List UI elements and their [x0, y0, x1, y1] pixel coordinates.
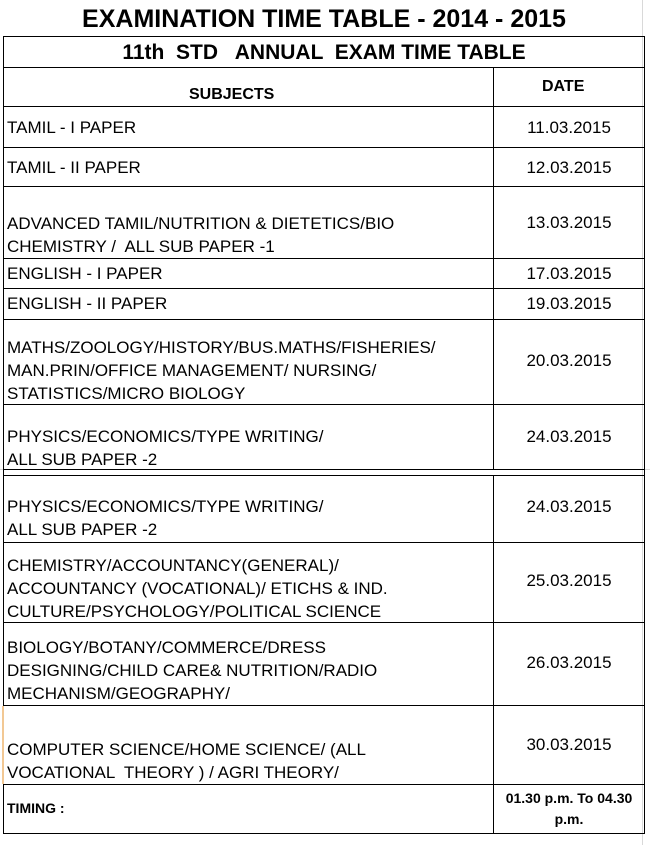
subject-cell: DESIGNING/CHILD CARE& NUTRITION/RADIO: [7, 661, 378, 680]
row-separator: [3, 186, 645, 187]
subject-cell: COMPUTER SCIENCE/HOME SCIENCE/ (ALL: [7, 740, 366, 759]
date-cell: 17.03.2015: [526, 264, 612, 283]
subject-cell: MECHANISM/GEOGRAPHY/: [7, 684, 230, 703]
date-cell: 30.03.2015: [526, 735, 612, 754]
timing-value-line2: p.m.: [554, 811, 584, 827]
subject-cell: CHEMISTRY/ACCOUNTANCY(GENERAL)/: [7, 556, 339, 575]
subject-cell: PHYSICS/ECONOMICS/TYPE WRITING/: [7, 427, 324, 446]
row-separator: [3, 106, 645, 107]
subject-cell: TAMIL - I PAPER: [7, 118, 137, 137]
subject-cell: MATHS/ZOOLOGY/HISTORY/BUS.MATHS/FISHERIES/: [7, 338, 436, 357]
table-border-right: [644, 36, 645, 834]
column-header-date: DATE: [542, 78, 585, 95]
subject-cell: CULTURE/PSYCHOLOGY/POLITICAL SCIENCE: [7, 602, 382, 621]
date-cell: 24.03.2015: [526, 427, 612, 446]
table-border-top: [3, 36, 645, 37]
subject-cell: CHEMISTRY / ALL SUB PAPER -1: [7, 237, 275, 256]
timing-label: TIMING :: [7, 800, 65, 816]
date-cell: 26.03.2015: [526, 653, 612, 672]
table-border-bottom: [3, 833, 645, 834]
subject-cell: TAMIL - II PAPER: [7, 158, 141, 177]
page-subtitle: 11th STD ANNUAL EXAM TIME TABLE: [122, 41, 526, 64]
row-separator: [3, 67, 645, 68]
date-cell: 11.03.2015: [527, 118, 611, 137]
subject-cell: VOCATIONAL THEORY ) / AGRI THEORY/: [7, 763, 339, 782]
row-separator: [3, 288, 645, 289]
date-cell: 24.03.2015: [526, 497, 612, 516]
row-separator: [3, 258, 645, 259]
subject-cell: STATISTICS/MICRO BIOLOGY: [7, 384, 246, 403]
date-cell: 19.03.2015: [526, 294, 612, 313]
subject-cell: PHYSICS/ECONOMICS/TYPE WRITING/: [7, 497, 324, 516]
subject-cell: ALL SUB PAPER -2: [7, 450, 158, 469]
date-cell: 25.03.2015: [526, 571, 612, 590]
row-separator: [3, 705, 645, 706]
subject-cell: BIOLOGY/BOTANY/COMMERCE/DRESS: [7, 638, 326, 657]
subject-cell: ENGLISH - I PAPER: [7, 264, 163, 283]
row-separator: [3, 542, 645, 543]
timing-value-line1: 01.30 p.m. To 04.30: [505, 790, 633, 806]
date-cell: 13.03.2015: [526, 213, 612, 232]
cell-highlight-accent: [2, 706, 4, 784]
subject-cell: ADVANCED TAMIL/NUTRITION & DIETETICS/BIO: [7, 214, 395, 233]
page-title: EXAMINATION TIME TABLE - 2014 - 2015: [82, 5, 566, 33]
date-cell: 12.03.2015: [526, 158, 612, 177]
subject-cell: ACCOUNTANCY (VOCATIONAL)/ ETICHS & IND.: [7, 579, 388, 598]
column-header-subjects: SUBJECTS: [189, 86, 275, 103]
row-separator: [3, 784, 645, 785]
subject-cell: ALL SUB PAPER -2: [7, 520, 158, 539]
row-separator: [3, 475, 645, 476]
subject-cell: ENGLISH - II PAPER: [7, 294, 168, 313]
row-separator: [3, 319, 645, 320]
subject-cell: MAN.PRIN/OFFICE MANAGEMENT/ NURSING/: [7, 361, 377, 380]
date-cell: 20.03.2015: [526, 351, 612, 370]
row-separator: [3, 147, 645, 148]
